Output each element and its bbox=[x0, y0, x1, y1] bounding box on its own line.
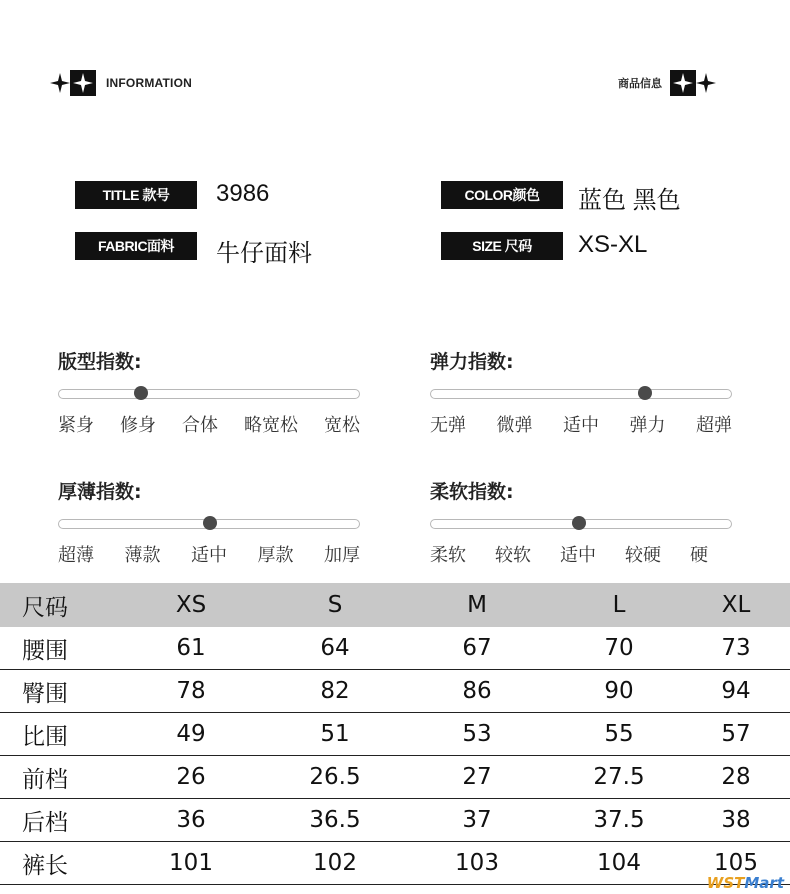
scale-knob bbox=[638, 386, 652, 400]
table-cell: 61 bbox=[176, 635, 206, 661]
scale-title: 厚薄指数: bbox=[58, 481, 142, 503]
sparkle-box-icon bbox=[670, 70, 696, 96]
scale-label: 适中 bbox=[191, 545, 227, 566]
size-value: XS-XL bbox=[578, 231, 648, 258]
scale-label: 修身 bbox=[120, 415, 156, 436]
table-cell: 82 bbox=[320, 678, 350, 704]
table-row bbox=[0, 713, 790, 756]
table-cell: 27 bbox=[462, 764, 492, 790]
table-header-cell: XS bbox=[175, 592, 207, 618]
table-header-row bbox=[0, 583, 790, 627]
watermark-logo bbox=[707, 874, 784, 892]
scale-label: 适中 bbox=[560, 545, 596, 566]
table-cell: 64 bbox=[320, 635, 350, 661]
table-cell: 70 bbox=[604, 635, 634, 661]
scale-labels bbox=[58, 411, 360, 437]
table-cell: 67 bbox=[462, 635, 492, 661]
table-cell: 105 bbox=[714, 850, 758, 876]
table-cell: 26.5 bbox=[309, 764, 361, 790]
softness-scale bbox=[430, 477, 732, 567]
info-header-left bbox=[50, 70, 192, 96]
scale-label: 厚款 bbox=[257, 545, 294, 566]
info-header-right bbox=[618, 70, 716, 96]
table-row bbox=[0, 627, 790, 670]
scale-label: 略宽松 bbox=[244, 415, 298, 436]
table-header-cell: 尺码 bbox=[22, 594, 68, 621]
scale-label: 超薄 bbox=[58, 545, 94, 566]
scale-title: 弹力指数: bbox=[430, 351, 514, 373]
scale-label: 加厚 bbox=[324, 545, 360, 566]
table-cell: 55 bbox=[604, 721, 634, 747]
scale-label: 弹力 bbox=[629, 415, 666, 436]
scale-label: 微弹 bbox=[496, 415, 533, 436]
information-label: INFORMATION bbox=[106, 76, 192, 90]
scale-track bbox=[430, 389, 732, 399]
sparkle-icon bbox=[696, 73, 716, 93]
table-cell: 73 bbox=[721, 635, 751, 661]
scale-knob bbox=[203, 516, 217, 530]
scale-label: 合体 bbox=[182, 415, 218, 436]
color-tag: COLOR颜色 bbox=[441, 181, 563, 209]
row-label-cell: 前档 bbox=[22, 766, 68, 793]
scale-title: 版型指数: bbox=[58, 351, 142, 373]
table-cell: 102 bbox=[313, 850, 357, 876]
elasticity-scale bbox=[430, 347, 732, 437]
table-body bbox=[0, 627, 790, 885]
scale-track bbox=[58, 389, 360, 399]
table-row bbox=[0, 670, 790, 713]
scale-label: 薄款 bbox=[124, 545, 161, 566]
table-cell: 104 bbox=[597, 850, 641, 876]
fabric-value: 牛仔面料 bbox=[216, 240, 312, 267]
table-cell: 36.5 bbox=[309, 807, 361, 833]
scale-label: 柔软 bbox=[430, 545, 466, 566]
row-label-cell: 腰围 bbox=[22, 637, 68, 664]
table-cell: 86 bbox=[462, 678, 492, 704]
color-value: 蓝色 黑色 bbox=[578, 187, 681, 214]
thickness-scale bbox=[58, 477, 360, 567]
scale-track bbox=[58, 519, 360, 529]
scale-label: 较软 bbox=[495, 545, 531, 566]
scale-labels bbox=[430, 411, 732, 437]
table-cell: 27.5 bbox=[593, 764, 645, 790]
table-header-cell: M bbox=[467, 592, 487, 618]
product-info-label: 商品信息 bbox=[618, 77, 662, 90]
scale-knob bbox=[572, 516, 586, 530]
row-label-cell: 裤长 bbox=[22, 852, 68, 879]
table-row bbox=[0, 799, 790, 842]
scale-labels bbox=[430, 541, 732, 567]
size-tag: SIZE 尺码 bbox=[441, 232, 563, 260]
scale-label: 较硬 bbox=[625, 545, 661, 566]
table-cell: 49 bbox=[176, 721, 206, 747]
row-label-cell: 后档 bbox=[22, 809, 68, 836]
table-header-cell: S bbox=[327, 592, 343, 618]
table-header-cell: XL bbox=[721, 592, 751, 618]
title-value: 3986 bbox=[216, 180, 270, 207]
table-cell: 94 bbox=[721, 678, 751, 704]
table-cell: 36 bbox=[176, 807, 206, 833]
scale-knob bbox=[134, 386, 148, 400]
watermark-part: WST bbox=[706, 874, 745, 892]
table-row bbox=[0, 842, 790, 885]
table-cell: 38 bbox=[721, 807, 751, 833]
scale-label: 超弹 bbox=[696, 415, 732, 436]
scale-track bbox=[430, 519, 732, 529]
sparkle-box-icon bbox=[70, 70, 96, 96]
scale-label: 适中 bbox=[563, 415, 599, 436]
scale-label: 紧身 bbox=[58, 415, 94, 436]
table-cell: 53 bbox=[462, 721, 492, 747]
table-cell: 78 bbox=[176, 678, 206, 704]
watermark-part: Mart bbox=[744, 874, 784, 892]
table-cell: 90 bbox=[604, 678, 634, 704]
table-cell: 101 bbox=[169, 850, 213, 876]
table-cell: 103 bbox=[455, 850, 499, 876]
scale-label: 无弹 bbox=[430, 415, 466, 436]
table-row bbox=[0, 756, 790, 799]
table-cell: 51 bbox=[320, 721, 350, 747]
table-cell: 37.5 bbox=[593, 807, 645, 833]
table-cell: 28 bbox=[721, 764, 751, 790]
size-table bbox=[0, 583, 790, 885]
scale-label: 硬 bbox=[690, 545, 708, 566]
row-label-cell: 比围 bbox=[22, 723, 68, 750]
title-tag: TITLE 款号 bbox=[75, 181, 197, 209]
row-label-cell: 臀围 bbox=[22, 680, 68, 707]
sparkle-icon bbox=[50, 73, 70, 93]
table-cell: 57 bbox=[721, 721, 751, 747]
fabric-tag: FABRIC面料 bbox=[75, 232, 197, 260]
table-header-cell: L bbox=[612, 592, 626, 618]
table-cell: 37 bbox=[462, 807, 492, 833]
scale-label: 宽松 bbox=[324, 415, 360, 436]
fit-scale bbox=[58, 347, 360, 437]
table-cell: 26 bbox=[176, 764, 206, 790]
scale-labels bbox=[58, 541, 360, 567]
scale-title: 柔软指数: bbox=[430, 481, 514, 503]
